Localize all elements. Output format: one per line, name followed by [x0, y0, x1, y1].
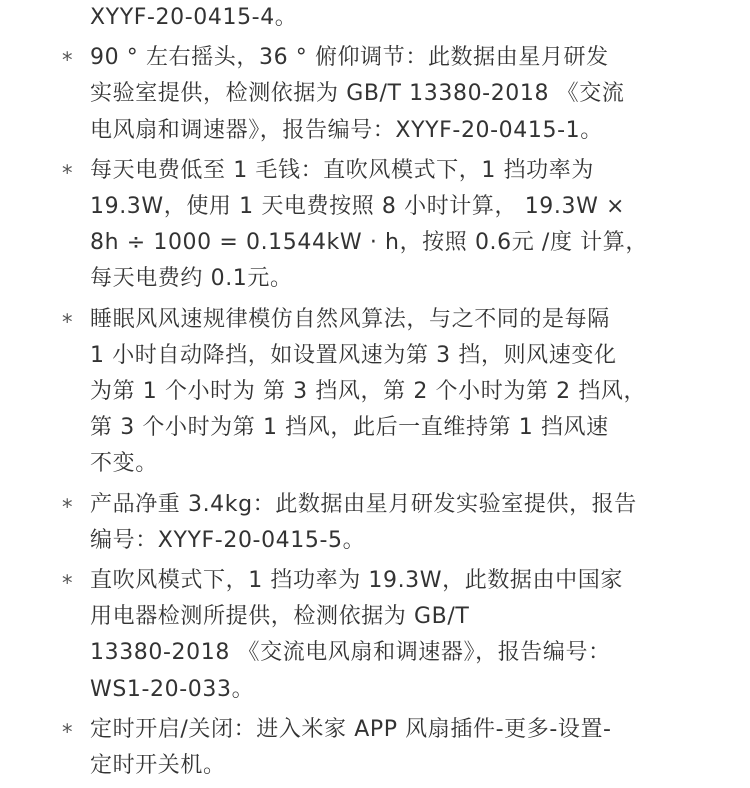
footnote-item: [62, 563, 702, 708]
footnotes-list: [62, 0, 702, 788]
footnote-text: 90 ° 左右摇头，36 ° 俯仰调节：此数据由星月研发 实验室提供，检测依据为 GB/T 13380-2018 《交流 电风扇和调速器》，报告编号：XYYF-20-0415-1。: [90, 45, 625, 143]
asterisk-bullet-icon: *: [62, 719, 73, 744]
footnote-text: 定时开启/关闭：进入米家 APP 风扇插件-更多-设置- 定时开关机。: [90, 716, 612, 779]
footnote-item: [62, 153, 702, 298]
footnote-text: XYYF-20-0415-4。: [90, 5, 298, 30]
asterisk-bullet-icon: *: [62, 494, 73, 519]
footnote-text: 每天电费低至 1 毛钱：直吹风模式下，1 挡功率为 19.3W，使用 1 天电费按照 8 小时计算， 19.3W × 8h ÷ 1000 = 0.1544kW · h，按照 0.6元 /度 计算， 每天电费约 0.1元。: [90, 157, 648, 292]
footnote-text: 产品净重 3.4kg：此数据由星月研发实验室提供，报告 编号：XYYF-20-0415-5。: [90, 491, 637, 553]
footnote-item: [62, 712, 702, 784]
footnote-text: 睡眠风风速规律模仿自然风算法，与之不同的是每隔 1 小时自动降挡，如设置风速为第 3 挡，则风速变化 为第 1 个小时为 第 3 挡风，第 2 个小时为第 2 挡风， 第 3 个小时为第 1 挡风，此后一直维持第 1 挡风速 不变。: [90, 306, 647, 477]
footnote-text: 直吹风模式下，1 挡功率为 19.3W，此数据由中国家 用电器检测所提供，检测依据为 GB/T 13380-2018 《交流电风扇和调速器》，报告编号： WS1-20-033。: [90, 568, 623, 702]
footnote-item: [62, 302, 702, 483]
asterisk-bullet-icon: *: [62, 160, 73, 185]
asterisk-bullet-icon: *: [62, 48, 73, 73]
footnote-item: [62, 487, 702, 559]
footnote-item: [62, 40, 702, 149]
asterisk-bullet-icon: *: [62, 571, 73, 596]
footnote-continuation: [62, 0, 702, 36]
asterisk-bullet-icon: *: [62, 309, 73, 334]
